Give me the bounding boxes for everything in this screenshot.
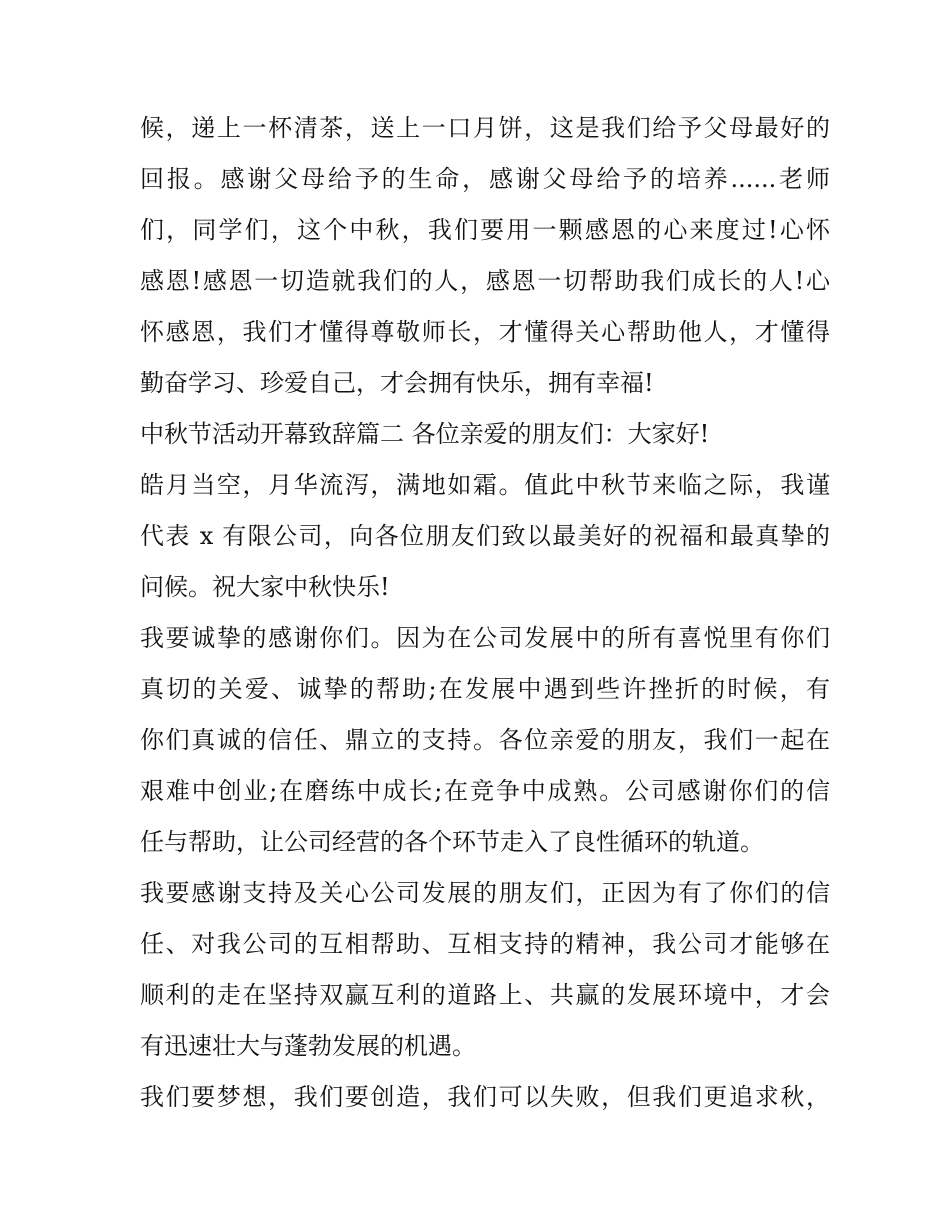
section-heading: 中秋节活动开幕致辞篇二 各位亲爱的朋友们：大家好! xyxy=(140,420,710,448)
text-line: 勤奋学习、珍爱自己，才会拥有快乐，拥有幸福! xyxy=(140,369,654,397)
text-line: 们，同学们，这个中秋，我们要用一颗感恩的心来度过!心怀 xyxy=(140,216,830,244)
text-line: 候，递上一杯清茶，送上一口月饼，这是我们给予父母最好的 xyxy=(140,114,830,142)
text-line: 问候。祝大家中秋快乐! xyxy=(140,573,390,601)
text-line: 我们要梦想，我们要创造，我们可以失败，但我们更追求秋， xyxy=(140,1083,830,1111)
text-line: 代表 x 有限公司，向各位朋友们致以最美好的祝福和最真挚的 xyxy=(140,522,830,550)
text-line: 艰难中创业;在磨练中成长;在竞争中成熟。公司感谢你们的信 xyxy=(140,777,830,805)
text-line: 皓月当空，月华流泻，满地如霜。值此中秋节来临之际，我谨 xyxy=(140,471,830,499)
text-line: 回报。感谢父母给予的生命，感谢父母给予的培养......老师 xyxy=(140,165,830,193)
text-line: 你们真诚的信任、鼎立的支持。各位亲爱的朋友，我们一起在 xyxy=(140,726,830,754)
text-line: 我要感谢支持及关心公司发展的朋友们，正因为有了你们的信 xyxy=(140,879,830,907)
text-line: 怀感恩，我们才懂得尊敬师长，才懂得关心帮助他人，才懂得 xyxy=(140,318,830,346)
text-line: 感恩!感恩一切造就我们的人，感恩一切帮助我们成长的人!心 xyxy=(140,267,830,295)
text-line: 顺利的走在坚持双赢互利的道路上、共赢的发展环境中，才会 xyxy=(140,981,830,1009)
text-line: 真切的关爱、诚挚的帮助;在发展中遇到些许挫折的时候，有 xyxy=(140,675,830,703)
text-line: 任与帮助，让公司经营的各个环节走入了良性循环的轨道。 xyxy=(140,828,764,856)
text-line: 我要诚挚的感谢你们。因为在公司发展中的所有喜悦里有你们 xyxy=(140,624,830,652)
text-line: 任、对我公司的互相帮助、互相支持的精神，我公司才能够在 xyxy=(140,930,830,958)
text-line: 有迅速壮大与蓬勃发展的机遇。 xyxy=(140,1032,476,1060)
